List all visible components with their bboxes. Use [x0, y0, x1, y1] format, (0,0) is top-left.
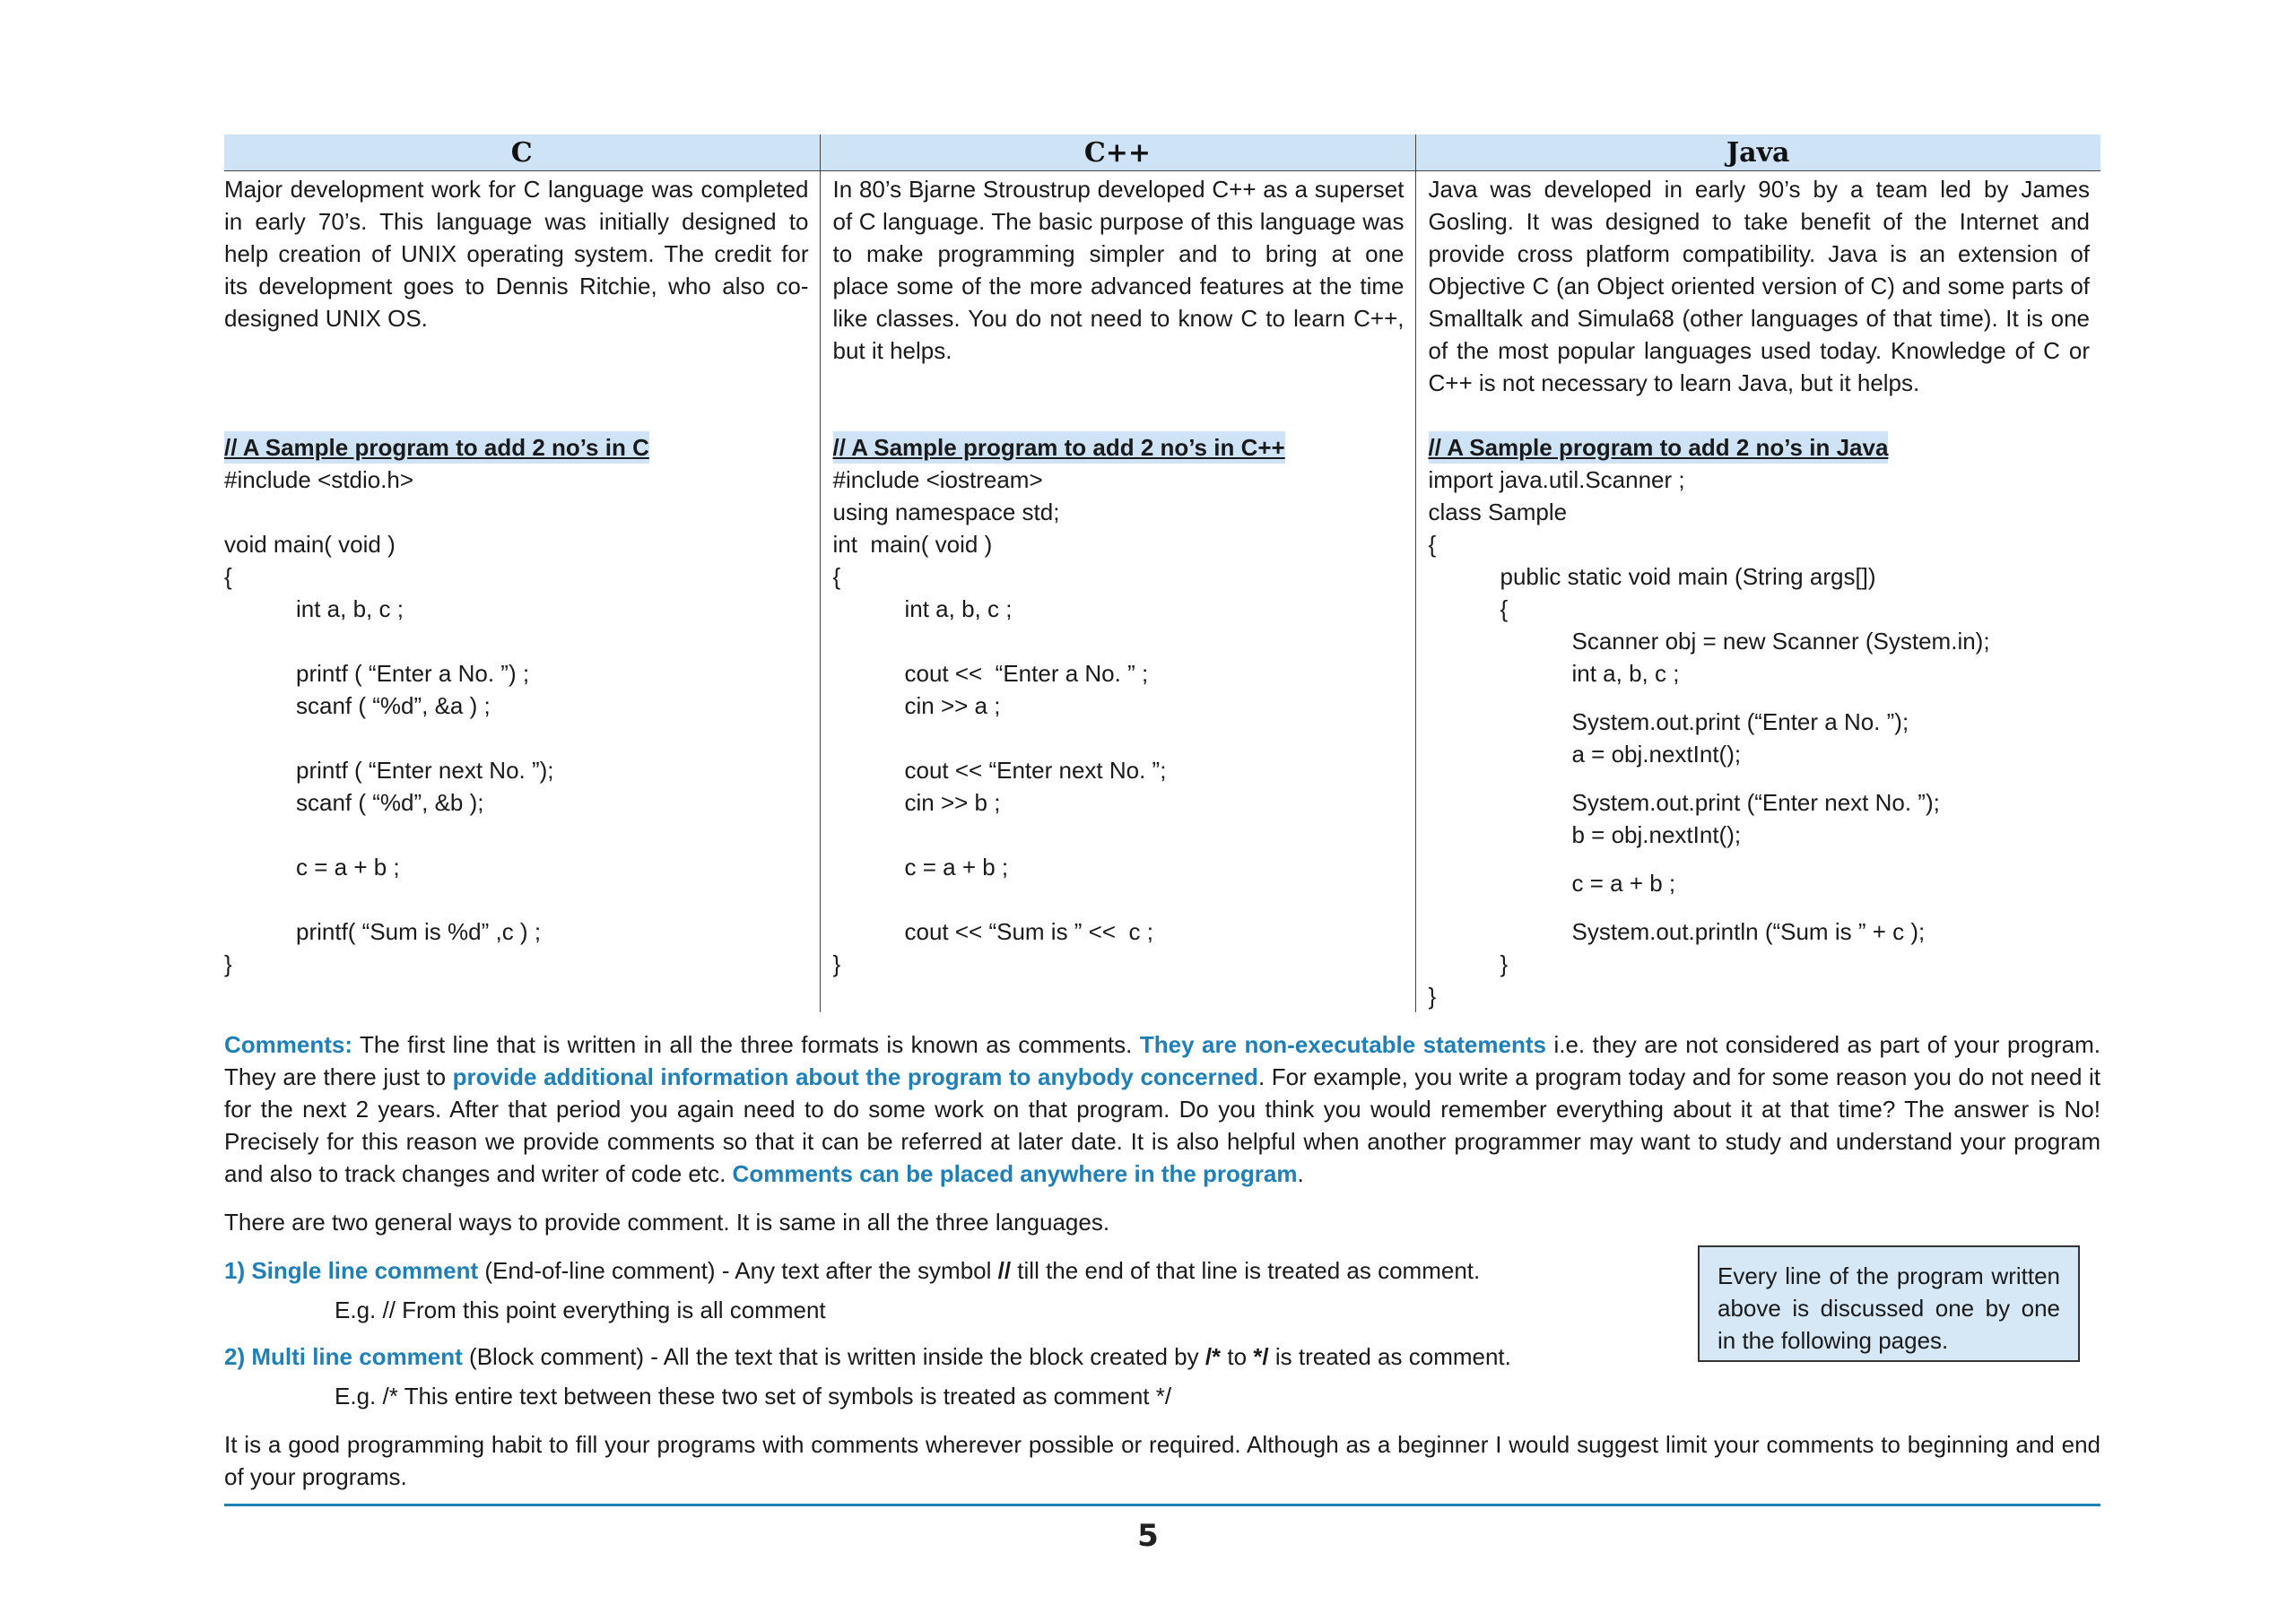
code-blank-line — [1429, 770, 2091, 786]
comments-text-4: . — [1297, 1160, 1304, 1187]
c-description: Major development work for C language was completed in early 70’s. This language was initially designed to help creation of UNIX operating system. The credit for its development goes to Dennis Ritchie, who also co-designed UNIX OS. — [224, 176, 809, 332]
code-line: int a, b, c ; — [1571, 660, 1680, 687]
code-line: } — [832, 950, 841, 977]
language-comparison-table — [224, 134, 2100, 1012]
code-line: int a, b, c ; — [904, 595, 1013, 622]
code-line: { — [832, 563, 841, 590]
code-line: scanf ( “%d”, &b ); — [296, 789, 484, 816]
code-line: System.out.print (“Enter next No. ”); — [1571, 789, 1940, 816]
code-line: a = obj.nextInt(); — [1571, 741, 1742, 768]
code-blank-line — [1429, 690, 2091, 706]
code-line: } — [1428, 983, 1437, 1010]
code-blank-line — [833, 722, 1405, 754]
single-line-text-2: till the end of that line is treated as comment. — [1011, 1257, 1481, 1284]
code-blank-line — [833, 819, 1405, 851]
multi-line-comment-item — [224, 1340, 1749, 1373]
c-code-listing — [224, 464, 809, 980]
code-line: { — [1428, 531, 1437, 558]
code-blank-line — [224, 722, 809, 754]
single-line-label: 1) Single line comment — [224, 1257, 479, 1284]
multi-line-close-symbol: */ — [1253, 1343, 1269, 1370]
code-line: System.out.print (“Enter a No. ”); — [1571, 708, 1909, 735]
code-line: printf( “Sum is %d” ,c ) ; — [296, 918, 542, 945]
code-line: class Sample — [1428, 499, 1568, 525]
code-line: c = a + b ; — [1571, 870, 1676, 897]
java-code-listing — [1429, 464, 2091, 1012]
comments-text-2: i.e. they are not considered as part of your program. They are there just to — [224, 1031, 2100, 1090]
table-body-row — [224, 171, 2100, 1013]
column-java — [1415, 171, 2100, 1013]
multi-line-label: 2) Multi line comment — [224, 1343, 463, 1370]
comments-text-3: . For example, you write a program today and for some reason you do not need it for the next 2 years. After that period you again need to do some work on that program. Do you think you would remember everything about it at that time? The answer is No! Precisely for this reason we provide comments so that it can be referred at later date. It is also helpful when another programmer may want to study and understand your program and also to track changes and writer of code etc. — [224, 1063, 2100, 1187]
cpp-description: In 80’s Bjarne Stroustrup developed C++ as a superset of C language. The basic purpose of this language was to make programming simpler and to bring at one place some of the more advanced features at the time like classes. You do not need to know C to learn C++, but it helps. — [832, 176, 1405, 364]
comments-paragraph — [224, 1028, 2100, 1190]
footer-rule — [224, 1504, 2100, 1506]
code-line: cin >> a ; — [904, 692, 1001, 719]
java-description: Java was developed in early 90’s by a team led by James Gosling. It was designed to take benefit of the Internet and provide cross platform compatibility. Java is an extension of Objective C (an Object oriented version of C) and some parts of Smalltalk and Simula68 (other languages of that time). It is one of the most popular languages used today. Knowledge of C or C++ is not necessary to learn Java, but it helps. — [1428, 176, 2090, 396]
code-blank-line — [833, 883, 1405, 915]
code-line: int main( void ) — [832, 531, 993, 558]
habit-paragraph: It is a good programming habit to fill your programs with comments wherever possible or required. Although as a beginner I would suggest limit your comments to beginning and end of your programs. — [224, 1431, 2100, 1490]
two-ways-text: There are two general ways to provide comment. It is same in all the three languages. — [224, 1209, 1110, 1236]
code-line: cin >> b ; — [904, 789, 1001, 816]
c-sample-title: // A Sample program to add 2 no’s in C — [224, 431, 649, 464]
code-blank-line — [224, 496, 809, 528]
code-blank-line — [224, 625, 809, 657]
multi-line-text-1: (Block comment) - All the text that is written inside the block created by — [462, 1343, 1205, 1370]
comments-highlight-2: provide additional information about the program to anybody concerned — [452, 1063, 1258, 1090]
multi-line-text-mid: to — [1221, 1343, 1254, 1370]
code-line: printf ( “Enter next No. ”); — [296, 757, 554, 784]
code-line: System.out.println (“Sum is ” + c ); — [1571, 918, 1926, 945]
code-line: #include <stdio.h> — [224, 466, 414, 493]
code-line: b = obj.nextInt(); — [1571, 821, 1742, 848]
code-blank-line — [224, 883, 809, 915]
code-line: { — [224, 563, 232, 590]
column-header-c: C — [224, 134, 820, 171]
column-cpp — [820, 171, 1415, 1013]
code-line: #include <iostream> — [832, 466, 1043, 493]
single-line-example: E.g. // From this point everything is all comment — [335, 1297, 826, 1323]
code-blank-line — [1429, 899, 2091, 915]
single-line-symbol: // — [997, 1257, 1012, 1284]
comments-text-1: The first line that is written in all the three formats is known as comments. — [352, 1031, 1140, 1058]
comments-highlight-1: They are non-executable statements — [1139, 1031, 1546, 1058]
single-line-comment-item — [224, 1254, 1749, 1287]
cpp-sample-title: // A Sample program to add 2 no’s in C++ — [833, 431, 1285, 464]
code-line: { — [1500, 595, 1509, 622]
multi-line-open-symbol: /* — [1205, 1343, 1222, 1370]
code-line: c = a + b ; — [296, 854, 400, 880]
code-line: cout << “Enter a No. ” ; — [904, 660, 1149, 687]
java-sample-title: // A Sample program to add 2 no’s in Java — [1429, 431, 1889, 464]
code-line: import java.util.Scanner ; — [1428, 466, 1685, 493]
code-line: void main( void ) — [224, 531, 396, 558]
code-line: cout << “Sum is ” << c ; — [904, 918, 1153, 945]
column-header-java: Java — [1415, 134, 2100, 171]
code-line: scanf ( “%d”, &a ) ; — [296, 692, 491, 719]
page-number: 5 — [1137, 1518, 1159, 1554]
multi-line-example: E.g. /* This entire text between these two set of symbols is treated as comment */ — [335, 1383, 1172, 1409]
note-box: Every line of the program written above is discussed one by one in the following pages. — [1698, 1245, 2080, 1362]
code-blank-line — [224, 819, 809, 851]
code-blank-line — [833, 625, 1405, 657]
code-line: } — [224, 950, 232, 977]
column-header-cpp: C++ — [820, 134, 1415, 171]
multi-line-text-2: is treated as comment. — [1268, 1343, 1511, 1370]
code-line: public static void main (String args[]) — [1500, 563, 1876, 590]
code-line: printf ( “Enter a No. ”) ; — [296, 660, 530, 687]
single-line-text-1: (End-of-line comment) - Any text after the symbol — [478, 1257, 998, 1284]
code-line: Scanner obj = new Scanner (System.in); — [1571, 628, 1990, 655]
comments-highlight-3: Comments can be placed anywhere in the program — [732, 1160, 1298, 1187]
code-line: c = a + b ; — [904, 854, 1009, 880]
code-line: using namespace std; — [832, 499, 1060, 525]
comments-label: Comments: — [224, 1031, 353, 1058]
code-line: cout << “Enter next No. ”; — [904, 757, 1167, 784]
column-c — [224, 171, 820, 1013]
code-line: int a, b, c ; — [296, 595, 404, 622]
code-line: } — [1500, 950, 1509, 977]
cpp-code-listing — [833, 464, 1405, 980]
table-header-row — [224, 134, 2100, 171]
code-blank-line — [1429, 851, 2091, 867]
